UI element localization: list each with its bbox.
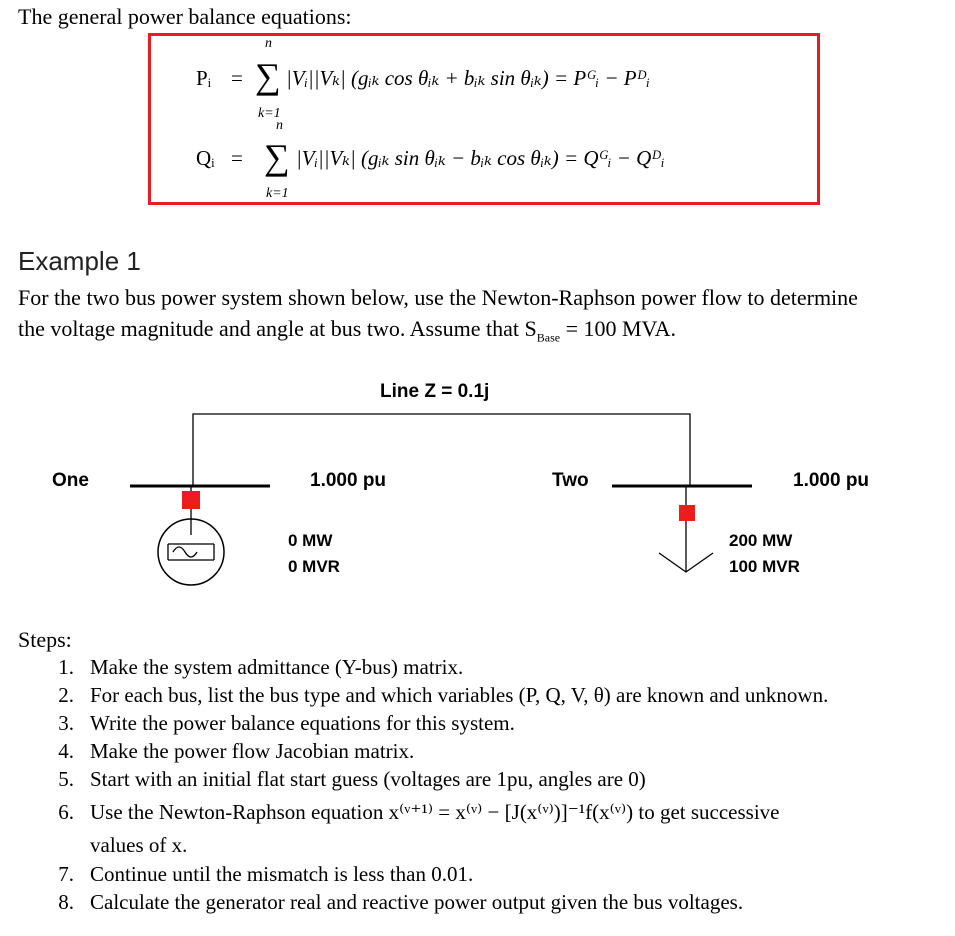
step-text: Make the system admittance (Y-bus) matrix. bbox=[90, 655, 464, 679]
step-number: 2. bbox=[58, 683, 74, 707]
generator-mw: 0 MW bbox=[288, 531, 333, 550]
step-number: 4. bbox=[58, 739, 74, 763]
step-text: Write the power balance equations for this system. bbox=[90, 711, 515, 735]
line-impedance-label: Line Z = 0.1j bbox=[380, 381, 490, 402]
example-title: Example 1 bbox=[18, 246, 141, 276]
bus-two-voltage: 1.000 pu bbox=[793, 470, 870, 491]
step-text: Make the power flow Jacobian matrix. bbox=[90, 739, 415, 763]
step-number: 5. bbox=[58, 767, 74, 791]
q-sum-lower: k=1 bbox=[266, 186, 289, 201]
load-breaker bbox=[679, 505, 695, 521]
step-text: Continue until the mismatch is less than 0.01. bbox=[90, 862, 474, 886]
p-equation-body: |Vᵢ||Vₖ| (gᵢₖ cos θᵢₖ + bᵢₖ sin θᵢₖ) = Pᴳᵢ − Pᴰᵢ bbox=[286, 66, 650, 90]
step-item bbox=[40, 711, 515, 736]
example-paragraph-line-2: the voltage magnitude and angle at bus two. Assume that $S_{Base} = 100$ MVA. bbox=[18, 316, 676, 345]
step-number: 7. bbox=[58, 862, 74, 886]
p-sum-upper: n bbox=[265, 36, 272, 51]
q-lhs: Qᵢ bbox=[196, 146, 215, 170]
bus-one-label: One bbox=[52, 470, 89, 491]
step-item bbox=[40, 890, 743, 915]
bus-two-label: Two bbox=[552, 470, 589, 491]
heading: The general power balance equations: bbox=[18, 4, 352, 29]
generator-mvr: 0 MVR bbox=[288, 557, 340, 576]
step-item bbox=[40, 800, 780, 825]
step-text: values of x. bbox=[90, 833, 188, 857]
p-sum-lower: k=1 bbox=[258, 106, 281, 121]
p-lhs: Pᵢ bbox=[196, 66, 212, 90]
step-item bbox=[40, 833, 187, 858]
step-item bbox=[40, 683, 828, 708]
p-equals: = bbox=[231, 66, 243, 90]
q-equation-body: |Vᵢ||Vₖ| (gᵢₖ sin θᵢₖ − bᵢₖ cos θᵢₖ) = Qᴳᵢ − Qᴰᵢ bbox=[296, 146, 665, 170]
step-text: Start with an initial flat start guess (voltages are 1pu, angles are 0) bbox=[90, 767, 646, 791]
step-text: For each bus, list the bus type and which variables (P, Q, V, θ) are known and unknown. bbox=[90, 683, 829, 707]
steps-title: Steps: bbox=[18, 627, 72, 652]
example-paragraph-line-1: For the two bus power system shown below, use the Newton-Raphson power flow to determine bbox=[18, 285, 858, 310]
step-number: 1. bbox=[58, 655, 74, 679]
bus-one-voltage: 1.000 pu bbox=[310, 470, 387, 491]
generator-breaker bbox=[182, 491, 200, 509]
q-sigma: ∑ bbox=[264, 137, 290, 177]
step-number: 6. bbox=[58, 800, 74, 824]
q-equals: = bbox=[231, 146, 243, 170]
step-item bbox=[40, 767, 646, 792]
step-item bbox=[40, 739, 414, 764]
load-mvr: 100 MVR bbox=[729, 557, 800, 576]
q-sum-upper: n bbox=[276, 118, 283, 133]
step-text: Use the Newton-Raphson equation x⁽ᵛ⁺¹⁾ = x⁽ᵛ⁾ − [J(x⁽ᵛ⁾)]⁻¹f(x⁽ᵛ⁾) to get successive bbox=[90, 800, 780, 824]
load-mw: 200 MW bbox=[729, 531, 793, 550]
transmission-line bbox=[193, 414, 690, 486]
step-number: 8. bbox=[58, 890, 74, 914]
step-item bbox=[40, 655, 463, 680]
step-item bbox=[40, 862, 473, 887]
step-text: Calculate the generator real and reactive power output given the bus voltages. bbox=[90, 890, 744, 914]
step-number: 3. bbox=[58, 711, 74, 735]
p-sigma: ∑ bbox=[255, 56, 281, 96]
